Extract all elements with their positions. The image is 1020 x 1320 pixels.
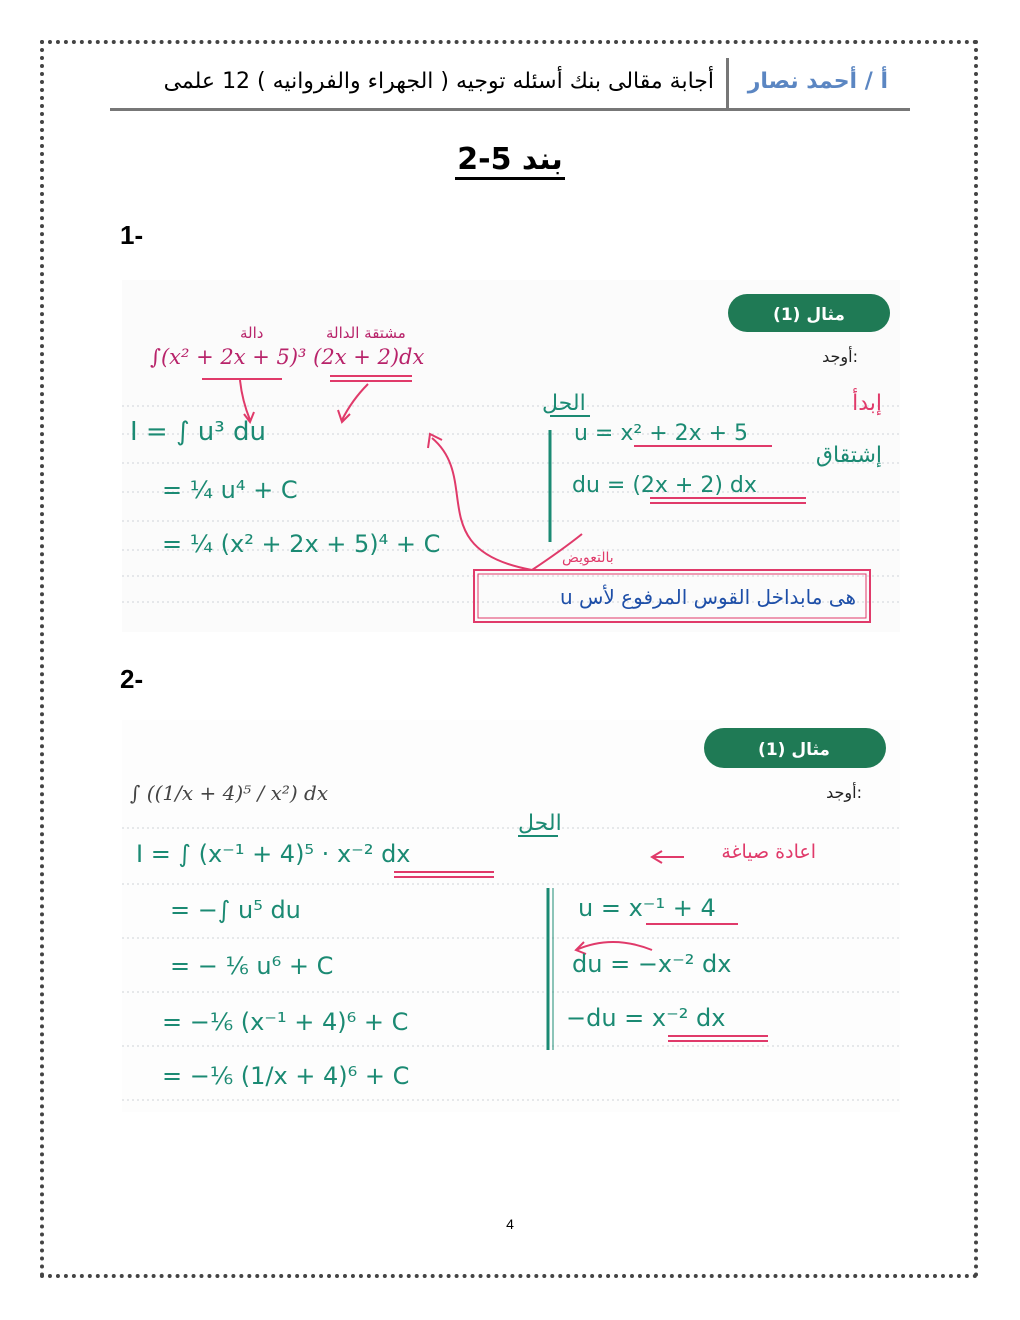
prompt-label-1: أوجد: xyxy=(822,347,858,366)
u-substitution-2: u = x⁻¹ + 4 xyxy=(578,894,716,922)
label-derivative: مشتقة الدالة xyxy=(326,324,406,342)
step-2-3: = − ⅙ u⁶ + C xyxy=(170,952,334,980)
step-2-5: = −⅙ (1/x + 4)⁶ + C xyxy=(162,1062,410,1090)
badge-label-2: مثال (1) xyxy=(758,740,830,760)
header-divider xyxy=(726,58,729,108)
step-2-4: = −⅙ (x⁻¹ + 4)⁶ + C xyxy=(162,1008,409,1036)
step-2-1: I = ∫ (x⁻¹ + 4)⁵ · x⁻² dx xyxy=(136,840,411,868)
du-substitution-2: du = −x⁻² dx xyxy=(572,950,732,978)
neg-du-substitution-2: −du = x⁻² dx xyxy=(566,1004,726,1032)
integral-expression-1: ∫(x² + 2x + 5)³ (2x + 2)dx xyxy=(150,345,425,369)
question-number-1: 1- xyxy=(120,220,144,250)
prompt-label-2: أوجد: xyxy=(826,783,862,802)
du-substitution-1: du = (2x + 2) dx xyxy=(572,473,757,498)
header-title: أجابة مقالى بنك أسئله توجيه ( الجهراء والفروانيه ) 12 علمى xyxy=(163,69,714,94)
start-label-1: إبدأ xyxy=(852,391,882,416)
step-1-3: = ¼ (x² + 2x + 5)⁴ + C xyxy=(162,530,441,558)
solution-label-2: الحل xyxy=(518,811,562,836)
badge-label-1: مثال (1) xyxy=(773,305,845,325)
section-title-text: بند 5-2 xyxy=(455,142,565,180)
step-1-1: I = ∫ u³ du xyxy=(130,417,266,447)
question-number-2: 2- xyxy=(120,664,144,694)
example-1-image xyxy=(122,280,900,632)
integral-expression-2: ∫ ((1/x + 4)⁵ / x²) dx xyxy=(130,781,329,805)
solution-label-1: الحل xyxy=(542,391,586,416)
box-note-1: u هى مابداخل القوس المرفوع لأس xyxy=(559,585,856,609)
rewrite-label-2: اعادة صياغة xyxy=(721,841,816,863)
derive-label-1: إشتقاق xyxy=(815,443,882,468)
page-header xyxy=(110,58,910,111)
step-1-2: = ¼ u⁴ + C xyxy=(162,476,298,504)
example-2-image xyxy=(122,720,900,1112)
author-name: أ / أحمد نصار xyxy=(747,69,888,94)
step-2-2: = −∫ u⁵ du xyxy=(170,896,301,924)
page-number: 4 xyxy=(506,1216,514,1232)
u-substitution-1: u = x² + 2x + 5 xyxy=(574,421,749,446)
substitute-label-1: بالتعويض xyxy=(562,550,614,566)
label-function: دالة xyxy=(240,324,264,342)
section-title xyxy=(0,142,1020,177)
